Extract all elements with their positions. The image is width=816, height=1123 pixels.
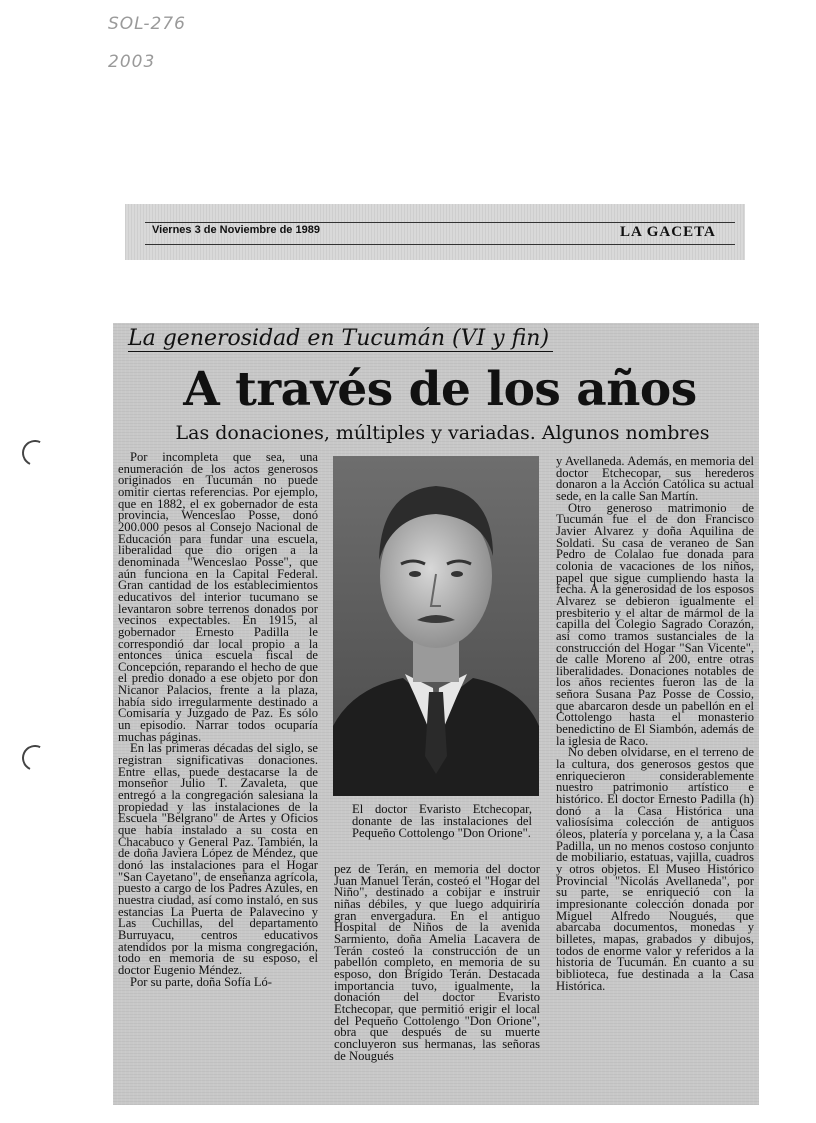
portrait-illustration	[333, 456, 539, 796]
paragraph: Por incompleta que sea, una enumeración de los actos generosos originados en Tucumán no puede omitir ciertas referencias. Por ejemplo, que en 1882, el ex gobernador de esta provincia, Wenceslao Posse, donó 200.000 pesos al Consejo Nacional de Educación para fundar una escuela, liberalidad que dio origen a la denominada "Wenceslao Posse", que aún funciona en la Capital Federal. Gran cantidad de los establecimientos educativos del interior tucumano se levantaron sobre terrenos donados por vecinos expectables. En 1915, al gobernador Ernesto Padilla le correspondió dar local propio a la entonces única escuela fiscal de Concepción, reparando el hecho de que el predio donado a ese objeto por don Nicanor Palacios, frente a la plaza, había sido irregularmente destinado a Comisaría y Juzgado de Paz. Es sólo un episodio. Narrar todos ocuparía muchas páginas.	[118, 450, 318, 744]
newspaper-name: LA GACETA	[620, 224, 716, 240]
issue-date: Viernes 3 de Noviembre de 1989	[152, 224, 320, 236]
handwritten-year: 2003	[108, 52, 156, 72]
paragraph: y Avellaneda. Además, en memoria del doctor Etchecopar, sus herederos donaron a la Acción Católica su actual sede, en la calle San Martín.	[556, 454, 754, 503]
header-rule	[145, 222, 735, 223]
article-column-1	[118, 452, 318, 988]
paragraph: pez de Terán, en memoria del doctor Juan Manuel Terán, costeó el "Hogar del Niño", destinado a cobijar e instruir niñas débiles, y que luego adquiriría gran envergadura. En el antiguo Hospital de Niños de la avenida Sarmiento, doña Amelia Lacavera de Terán costeó la construcción de un pabellón completo, en memoria de su esposo, don Brígido Terán. Destacada importancia tuvo, igualmente, la donación del doctor Evaristo Etchecopar, que permitió erigir el local del Pequeño Cottolengo "Don Orione", obra que después de su muerte concluyeron sus hermanas, las señoras de Nougués	[334, 862, 540, 1063]
paragraph: En las primeras décadas del siglo, se registran significativas donaciones. Entre ellas, puede destacarse la de monseñor Julio T. Zavaleta, que entregó a la congregación salesiana la propiedad y las instalaciones de la Escuela "Belgrano" de Artes y Oficios que había instalado a su costa en Chacabuco y General Paz. También, la de doña Javiera López de Méndez, que donó las instalaciones para el Hogar "San Cayetano", de enseñanza agrícola, puesto a cargo de los Padres Azules, en nuestra ciudad, así como instaló, en sus estancias La Puerta de Palavecino y Las Cuchillas, del departamento Burruyacu, centros educativos atendidos por la misma congregación, todo en memoria de su esposo, el doctor Eugenio Méndez.	[118, 741, 318, 977]
paragraph: Otro generoso matrimonio de Tucumán fue el de don Francisco Javier Alvarez y doña Aquilina de Soldati. Su casa de veraneo de San Pedro de Colalao fue donada para colonia de vacaciones de los niños, papel que sigue cumpliendo hasta la fecha. A la generosidad de los esposos Alvarez se debieron igualmente el presbiterio y el altar de mármol de la capilla del Colegio Sagrado Corazón, así como tramos sustanciales de la construcción del Hogar "San Vicente", de calle Moreno al 200, entre otras liberalidades. Donaciones notables de los años recientes fueron las de la señora Susana Paz Posse de Cossio, que abarcaron desde un pabellón en el Cottolengo hasta el monasterio benedictino de El Siambón, además de la iglesia de Raco.	[556, 500, 754, 748]
punch-hole-mark	[18, 741, 51, 774]
handwritten-catalog-number: SOL-276	[108, 14, 186, 34]
header-rule	[145, 244, 735, 245]
series-kicker: La generosidad en Tucumán (VI y fin)	[128, 326, 553, 352]
subheadline: Las donaciones, múltiples y variadas. Algunos nombres	[175, 422, 710, 444]
paragraph: Por su parte, doña Sofía Ló-	[130, 974, 272, 989]
headline: A través de los años	[183, 362, 697, 417]
portrait-photo	[333, 456, 539, 796]
photo-caption: El doctor Evaristo Etchecopar, donante de las instalaciones del Pequeño Cottolengo "Don Orione".	[352, 802, 532, 840]
paragraph: No deben olvidarse, en el terreno de la cultura, dos generosos gestos que enriquecieron considerablemente nuestro patrimonio artístico e histórico. El doctor Ernesto Padilla (h) donó a la Casa Histórica una valiosísima colección de antiguos óleos, platería y porcelana y, a la Casa Padilla, un no menos costoso conjunto de mobiliario, estatuas, vajilla, cuadros y otros objetos. El Museo Histórico Provincial "Nicolás Avellaneda", por su parte, se enriqueció con la impresionante colección donada por Miguel Alfredo Nougués, que abarcaba documentos, monedas y billetes, mapas, grabados y dibujos, todos de enorme valor y referidos a la historia de Tucumán. En cuanto a su biblioteca, fue destinada a la Casa Histórica.	[556, 745, 754, 993]
article-column-3	[556, 456, 754, 992]
punch-hole-mark	[18, 436, 51, 469]
article-column-2	[334, 864, 540, 1062]
